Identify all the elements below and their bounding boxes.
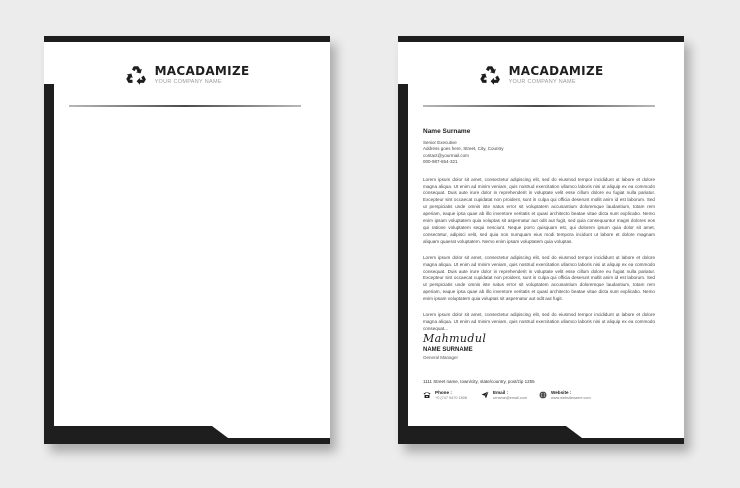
letterhead-blank xyxy=(44,36,330,444)
signature-block xyxy=(423,332,655,360)
website-label: Website : xyxy=(551,390,572,395)
globe-icon xyxy=(539,391,547,399)
phone-label: Phone : xyxy=(435,390,452,395)
contact-email xyxy=(481,390,539,400)
email-value: urname@email.com xyxy=(493,396,528,400)
top-bar xyxy=(44,36,330,42)
signer-title: General Manager xyxy=(423,355,459,360)
side-bar xyxy=(44,84,54,444)
company-name: MACADAMIZE xyxy=(154,64,250,78)
phone-value: +0 (747 9470 1808 xyxy=(435,396,467,400)
header-divider xyxy=(69,105,301,107)
body-paragraph: Lorem ipsum dolor sit amet, consectetur adipiscing elit, sed do eiusmod tempor incididunt ut labore et dolore magna aliqua. Ut enim ad minim veniam, quis nostrud exercitation ullamco laboris nisi ut aliquip ex ea commodo consequat. Duis aute irure dolor in reprehenderit in voluptate velit esse cillum dolore eu fugiat nulla pariatur. Excepteur sint occaecat cupidatat non proident, sunt in culpa qui officia deserunt mollit anim id est laborum. Sed ut perspiciatis unde omnis iste natus error sit voluptatem accusantium doloremque laudantium, totam rem aperiam, eaque ipsa quae ab illo inventore veritatis et quasi architecto beatae vitae dicta sunt explicabo. Nemo enim ipsam voluptatem quia voluptas sit aspernatur aut odit aut fugit. xyxy=(423,254,655,302)
letter-content xyxy=(423,128,655,342)
contact-website xyxy=(539,390,597,400)
email-label: Email : xyxy=(493,390,509,395)
signature: Mahmudul xyxy=(423,332,487,345)
recipient-email: contact@yourmail.com xyxy=(423,152,469,158)
footer-contacts xyxy=(423,390,663,400)
signer-name: NAME SURNAME xyxy=(423,347,473,353)
contact-phone xyxy=(423,390,481,400)
recipient-name: Name Surname xyxy=(423,128,471,135)
recycle-triangle-icon xyxy=(125,64,147,86)
footer-address: 1111 Street name, town/city, state/country, post/zip 1255 xyxy=(423,379,535,384)
recipient-phone: 000-987-654-321 xyxy=(423,159,458,165)
body-paragraph: Lorem ipsum dolor sit amet, consectetur adipiscing elit, sed do eiusmod tempor incididunt ut labore et dolore magna aliqua. Ut enim ad minim veniam, quis nostrud exercitation ullamco laboris nisi ut aliquip ex ea commodo consequat... xyxy=(423,312,655,331)
website-value: www.websitename.com xyxy=(551,396,591,400)
header-divider xyxy=(423,105,655,107)
company-name: MACADAMIZE xyxy=(508,64,604,78)
logo xyxy=(44,64,330,86)
paper-plane-icon xyxy=(481,391,489,399)
recipient-position: Senior Executive xyxy=(423,140,457,145)
bottom-band xyxy=(398,426,684,444)
top-bar xyxy=(398,36,684,42)
phone-icon xyxy=(423,391,431,399)
recipient-address: Address goes here, Street, City, Country xyxy=(423,146,504,152)
body-paragraph: Lorem ipsum dolor sit amet, consectetur adipiscing elit, sed do eiusmod tempor incididunt ut labore et dolore magna aliqua. Ut enim ad minim veniam, quis nostrud exercitation ullamco laboris nisi ut aliquip ex ea commodo consequat. Duis aute irure dolor in reprehenderit in voluptate velit esse cillum dolore eu fugiat nulla pariatur. Excepteur sint occaecat cupidatat non proident, sunt in culpa qui officia deserunt mollit anim id est laborum. Sed ut perspiciatis unde omnis iste natus error sit voluptatem accusantium doloremque laudantium, totam rem aperiam, eaque ipsa quae ab illo inventore veritatis et quasi architecto beatae vitae dicta sunt explicabo. Nemo enim ipsam voluptatem quia voluptas sit aspernatur aut odit aut fugit, sed quia consequuntur magni dolores eos qui ratione voluptatem sequi nesciunt. Neque porro quisquam est, qui dolorem ipsum quia dolor sit amet, consectetur, adipisci velit, sed quia non numquam eius modi tempora incidunt ut labore et dolore magnam aliquam quaerat voluptatem. Nemo enim ipsam voluptatem quia voluptas. xyxy=(423,176,655,244)
letterhead-filled xyxy=(398,36,684,444)
side-bar xyxy=(398,84,408,444)
recipient-details xyxy=(423,140,655,166)
company-tagline: YOUR COMPANY NAME xyxy=(508,79,576,85)
logo xyxy=(398,64,684,86)
bottom-band xyxy=(44,426,330,444)
recycle-triangle-icon xyxy=(479,64,501,86)
company-tagline: YOUR COMPANY NAME xyxy=(154,79,222,85)
